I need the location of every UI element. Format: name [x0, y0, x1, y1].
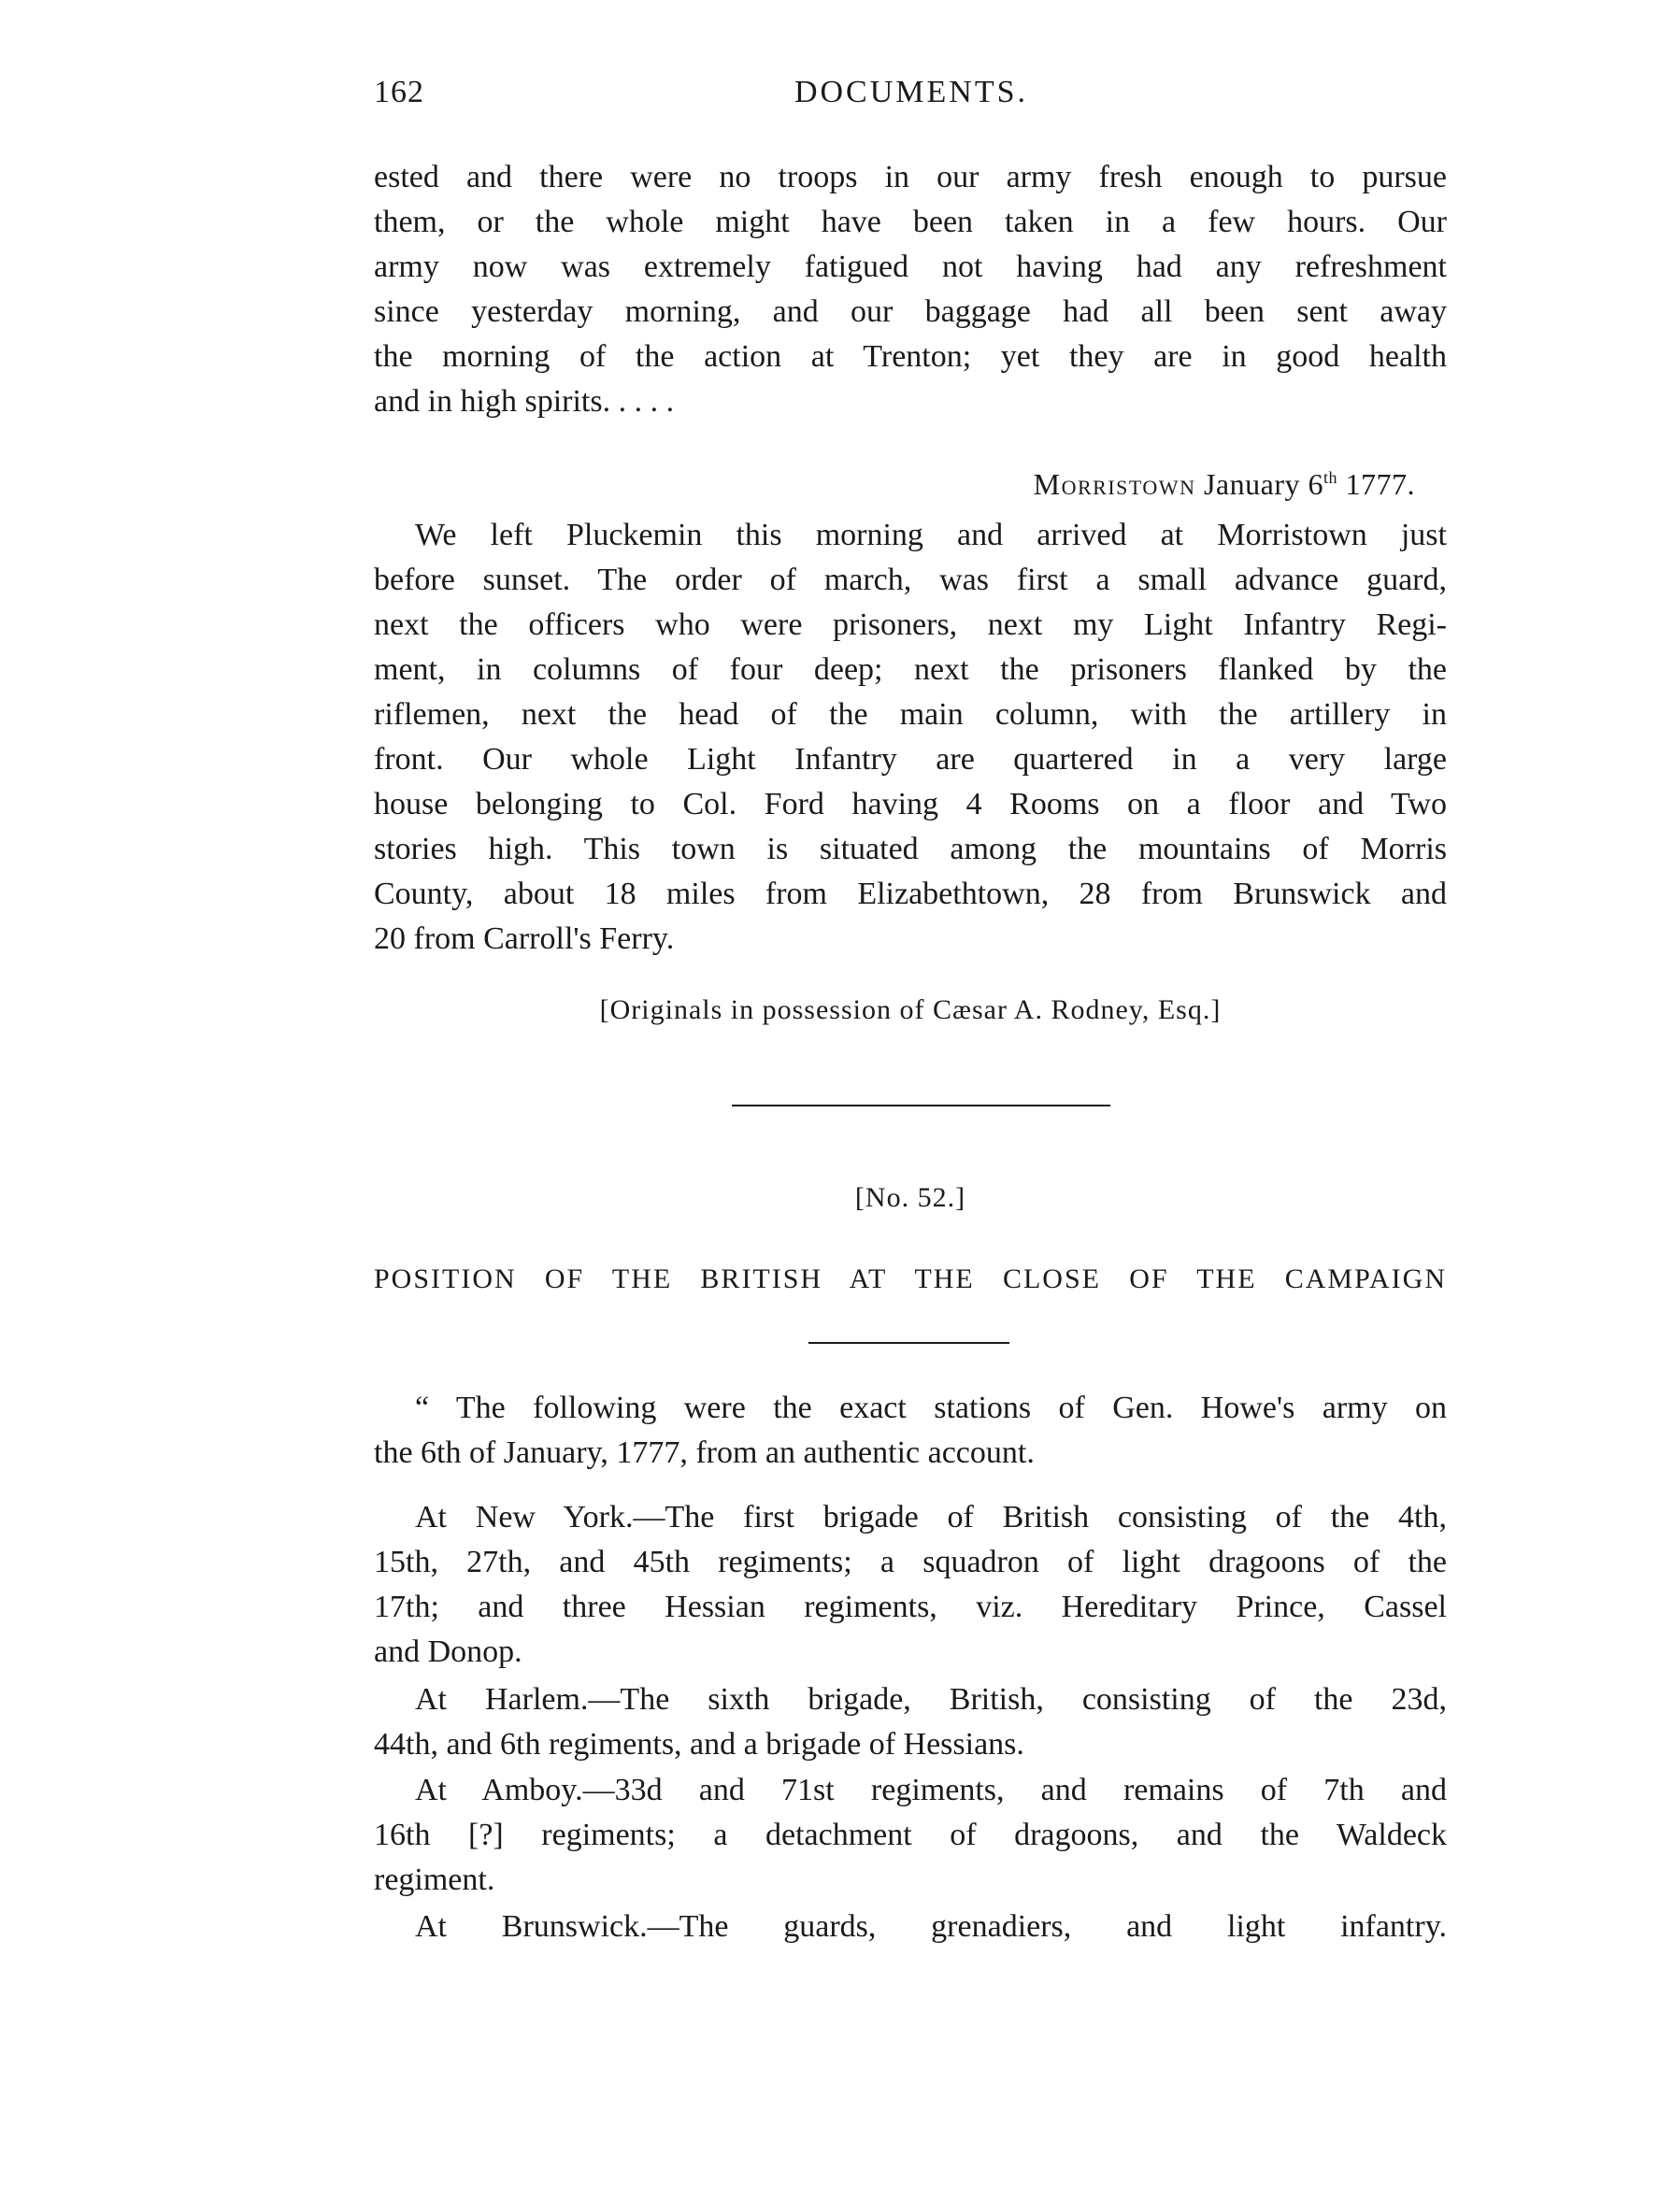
source-citation: [Originals in possession of Cæsar A. Rodney, Esq.]: [599, 994, 1222, 1025]
running-head: DOCUMENTS.: [794, 75, 1029, 109]
text-line: At Brunswick.—The guards, grenadiers, and light infantry.: [415, 1909, 1447, 1944]
paragraph-morristown: [374, 513, 1447, 962]
text-line: “ The following were the exact stations of Gen. Howe's army on: [415, 1391, 1447, 1425]
document-heading: POSITION OF THE BRITISH AT THE CLOSE OF THE CAMPAIGN: [374, 1263, 1447, 1294]
section-divider: [732, 1105, 1110, 1106]
text-line: 15th, 27th, and 45th regiments; a squadron of light dragoons of the: [374, 1545, 1447, 1579]
heading-divider: [808, 1342, 1009, 1344]
text-line: them, or the whole might have been taken in a few hours. Our: [374, 205, 1447, 239]
text-line: stories high. This town is situated among the mountains of Morris: [374, 832, 1447, 866]
text-line: 17th; and three Hessian regiments, viz. Hereditary Prince, Cassel: [374, 1590, 1447, 1624]
text-line: and Donop.: [374, 1634, 522, 1669]
text-line: At Harlem.—The sixth brigade, British, consisting of the 23d,: [415, 1682, 1447, 1717]
text-line: At New York.—The first brigade of British consisting of the 4th,: [415, 1500, 1447, 1534]
text-line: the morning of the action at Trenton; yet they are in good health: [374, 339, 1447, 374]
paragraph-brunswick: [374, 1905, 1447, 1949]
dateline-date: January 6: [1203, 467, 1323, 501]
text-line: riflemen, next the head of the main column, with the artillery in: [374, 697, 1447, 732]
text-line: ment, in columns of four deep; next the prisoners flanked by the: [374, 652, 1447, 687]
dateline-year: 1777.: [1345, 467, 1415, 501]
text-line: ested and there were no troops in our army fresh enough to pursue: [374, 160, 1447, 194]
text-line: before sunset. The order of march, was first a small advance guard,: [374, 563, 1447, 597]
text-line: next the officers who were prisoners, next my Light Infantry Regi-: [374, 607, 1447, 642]
text-line: army now was extremely fatigued not having had any refreshment: [374, 250, 1447, 284]
text-line: and in high spirits. . . . .: [374, 384, 675, 419]
dateline-place: Morristown: [1033, 467, 1196, 501]
document-number: [No. 52.]: [854, 1182, 966, 1213]
text-line: At Amboy.—33d and 71st regiments, and remains of 7th and: [415, 1773, 1447, 1807]
paragraph-new-york: [374, 1495, 1447, 1675]
text-line: 16th [?] regiments; a detachment of dragoons, and the Waldeck: [374, 1818, 1447, 1852]
text-line: 44th, and 6th regiments, and a brigade of Hessians.: [374, 1727, 1024, 1762]
text-line: since yesterday morning, and our baggage had all been sent away: [374, 294, 1447, 329]
paragraph-continuation: [374, 155, 1447, 424]
text-line: regiment.: [374, 1862, 495, 1897]
page-header: [374, 75, 1449, 121]
text-line: front. Our whole Light Infantry are quartered in a very large: [374, 742, 1447, 777]
dateline: [374, 467, 1415, 502]
text-line: 20 from Carroll's Ferry.: [374, 921, 675, 956]
page-number: 162: [374, 75, 424, 109]
text-line: We left Pluckemin this morning and arrived at Morristown just: [415, 518, 1447, 552]
text-line: County, about 18 miles from Elizabethtown, 28 from Brunswick and: [374, 877, 1447, 911]
text-line: house belonging to Col. Ford having 4 Rooms on a floor and Two: [374, 787, 1447, 821]
paragraph-intro-quote: [374, 1386, 1447, 1476]
paragraph-amboy: [374, 1768, 1447, 1903]
text-line: the 6th of January, 1777, from an authentic account.: [374, 1435, 1035, 1470]
paragraph-harlem: [374, 1677, 1447, 1767]
dateline-date-suffix: th: [1323, 468, 1337, 487]
